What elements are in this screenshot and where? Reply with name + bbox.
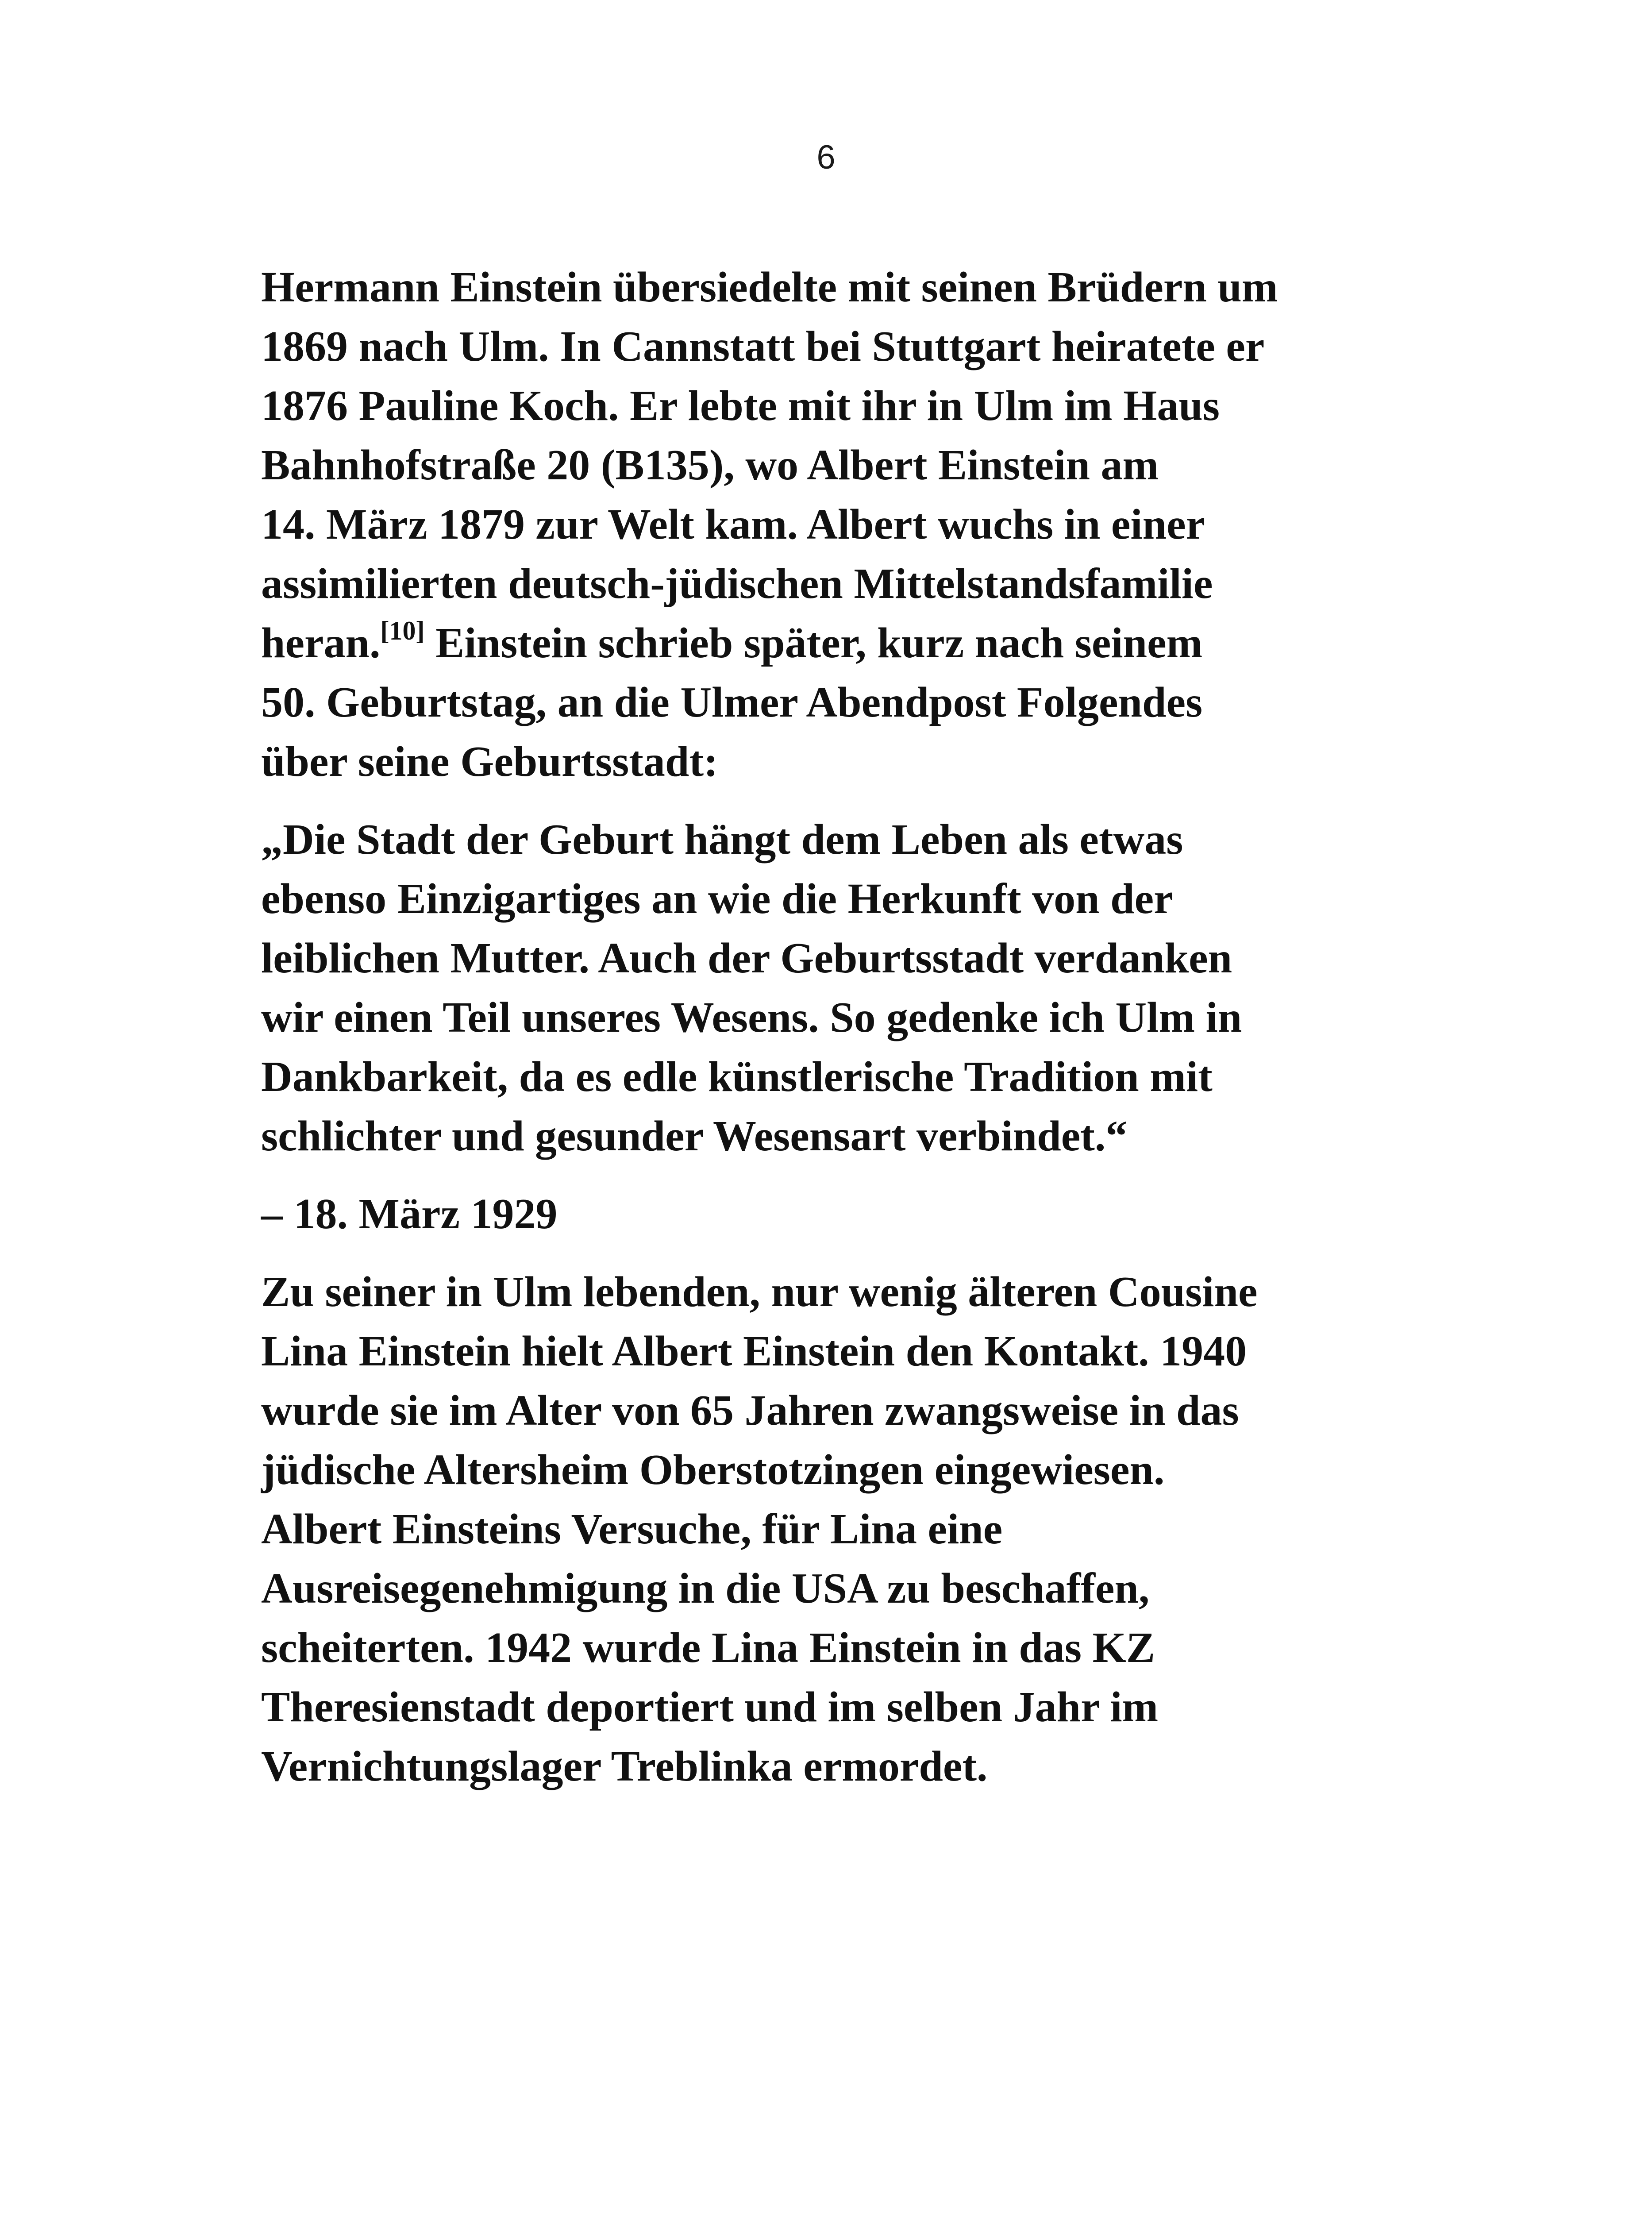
text-line: wurde sie im Alter von 65 Jahren zwangsweise in das — [261, 1387, 1239, 1434]
text-line: Dankbarkeit, da es edle künstlerische Tradition mit — [261, 1053, 1213, 1101]
text-line: über seine Geburtsstadt: — [261, 738, 718, 786]
text-line: Vernichtungslager Treblinka ermordet. — [261, 1743, 988, 1790]
text-line: „Die Stadt der Geburt hängt dem Leben als etwas — [261, 816, 1183, 864]
text-line: – 18. März 1929 — [261, 1190, 558, 1238]
text-line: Albert Einsteins Versuche, für Lina eine — [261, 1505, 1003, 1553]
text-line: 1869 nach Ulm. In Cannstatt bei Stuttgart heiratete er — [261, 323, 1265, 370]
text-fragment: Einstein schrieb später, kurz nach seinem — [424, 619, 1203, 667]
text-line: Ausreisegenehmigung in die USA zu beschaffen, — [261, 1565, 1150, 1612]
text-line: 50. Geburtstag, an die Ulmer Abendpost Folgendes — [261, 679, 1203, 726]
text-line: schlichter und gesunder Wesensart verbindet.“ — [261, 1112, 1128, 1160]
text-line-with-footnote — [261, 613, 1421, 673]
text-line: Zu seiner in Ulm lebenden, nur wenig älteren Cousine — [261, 1268, 1258, 1316]
text-fragment: heran. — [261, 619, 381, 667]
text-line: jüdische Altersheim Oberstotzingen eingewiesen. — [261, 1446, 1165, 1494]
document-body — [261, 258, 1421, 1796]
text-line: Lina Einstein hielt Albert Einstein den Kontakt. 1940 — [261, 1327, 1247, 1375]
text-line: 14. März 1879 zur Welt kam. Albert wuchs in einer — [261, 501, 1205, 548]
text-line: wir einen Teil unseres Wesens. So gedenke ich Ulm in — [261, 994, 1242, 1041]
text-line: Theresienstadt deportiert und im selben Jahr im — [261, 1683, 1159, 1731]
paragraph-cousine-lina — [261, 1262, 1421, 1796]
paragraph-quote — [261, 810, 1421, 1166]
footnote-reference[interactable]: [10] — [380, 616, 425, 646]
text-line: Hermann Einstein übersiedelte mit seinen Brüdern um — [261, 263, 1278, 311]
page-number: 6 — [816, 139, 836, 176]
text-line: ebenso Einzigartiges an wie die Herkunft von der — [261, 875, 1173, 923]
paragraph-quote-date — [261, 1184, 1421, 1244]
text-line: assimilierten deutsch-jüdischen Mittelstandsfamilie — [261, 560, 1213, 608]
text-line: 1876 Pauline Koch. Er lebte mit ihr in Ulm im Haus — [261, 382, 1220, 430]
text-line: Bahnhofstraße 20 (B135), wo Albert Einstein am — [261, 441, 1159, 489]
text-line: leiblichen Mutter. Auch der Geburtsstadt verdanken — [261, 934, 1232, 982]
text-line: scheiterten. 1942 wurde Lina Einstein in das KZ — [261, 1624, 1155, 1672]
paragraph-birth-ulm — [261, 258, 1421, 791]
